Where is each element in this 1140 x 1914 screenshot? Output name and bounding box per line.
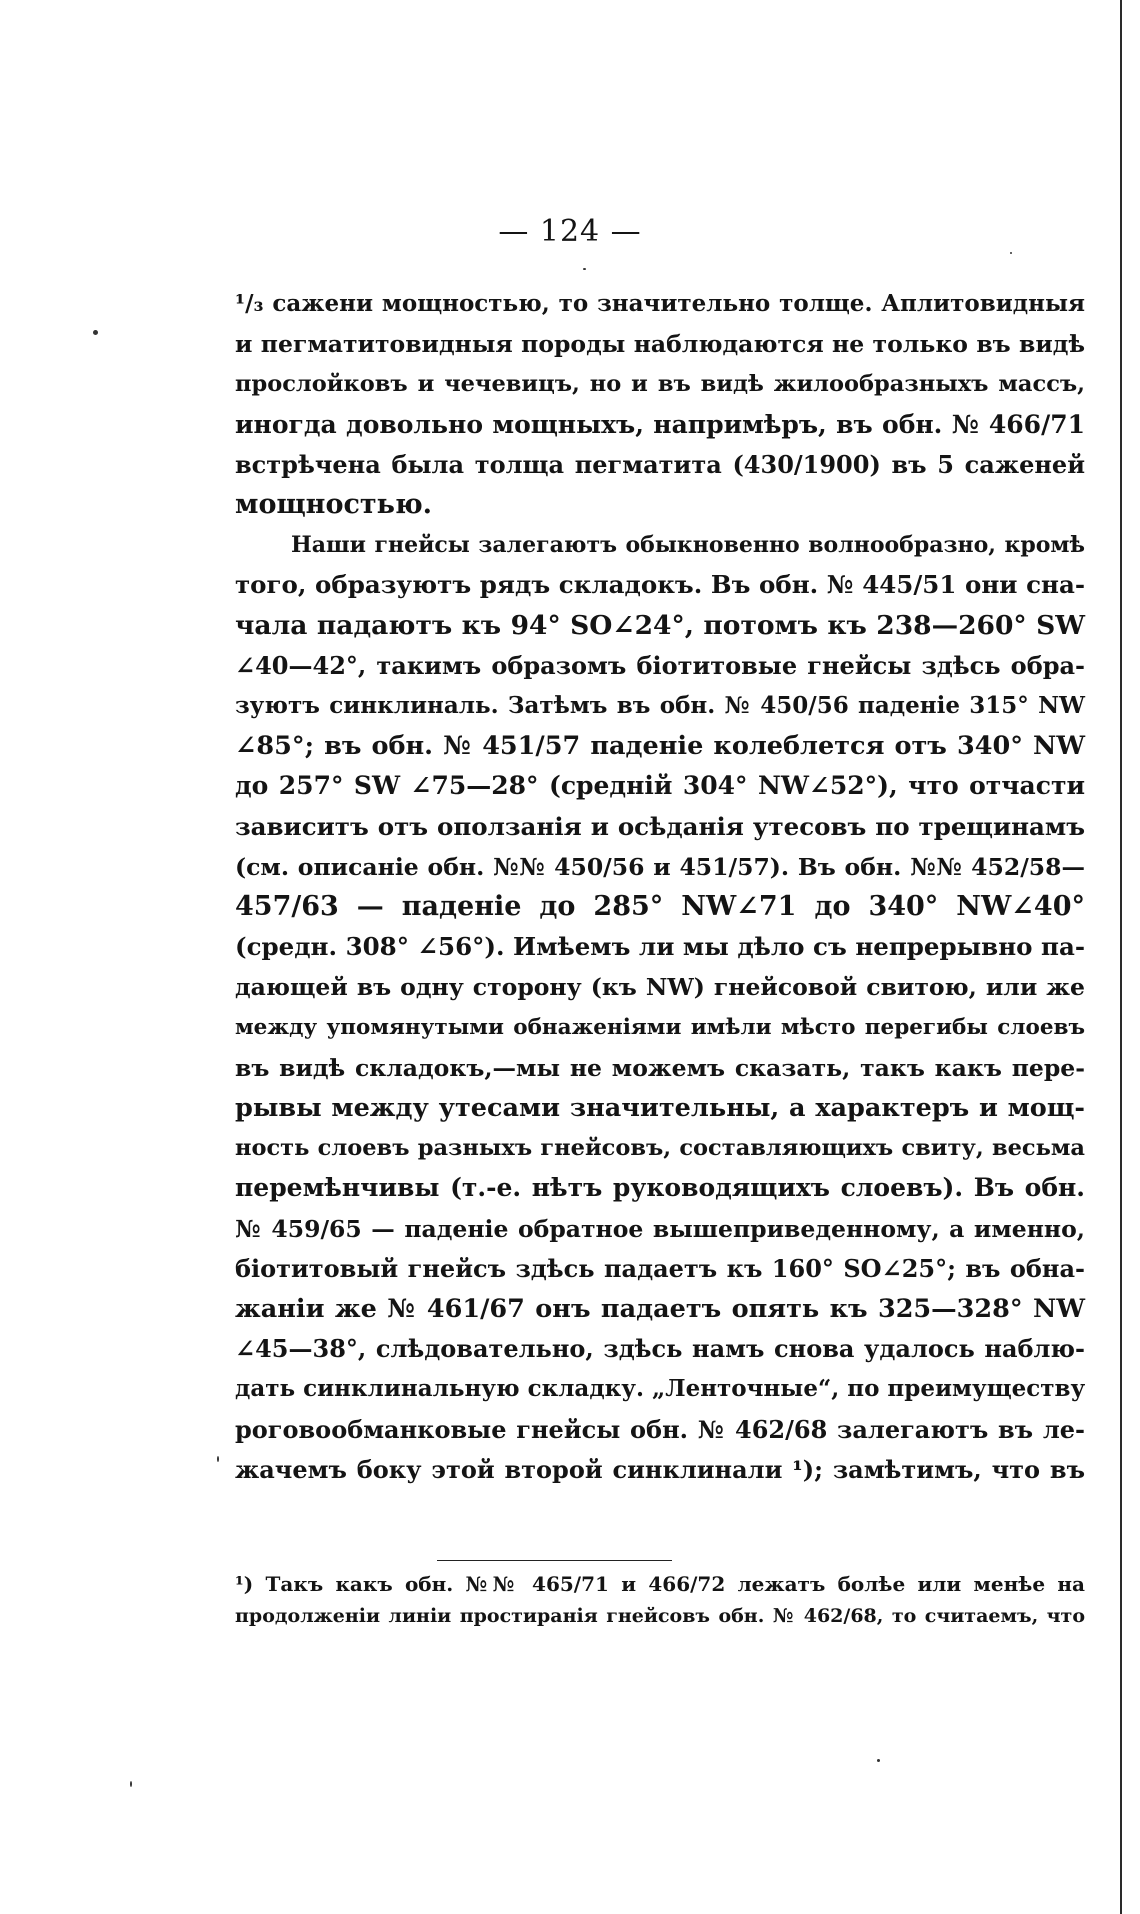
footnote-line: продолженіи линіи простиранія гнейсовъ обн. № 462/68, то считаемъ, что — [235, 1605, 1085, 1627]
text-line: дать синклинальную складку. „Ленточные“, по преимуществу — [235, 1375, 1086, 1403]
text-line: роговообманковые гнейсы обн. № 462/68 залегаютъ въ ле- — [235, 1414, 1085, 1444]
scan-speck — [217, 1456, 219, 1462]
page-number: — 124 — — [498, 214, 642, 249]
text-line: между упомянутыми обнаженіями имѣли мѣсто перегибы слоевъ — [235, 1014, 1085, 1040]
text-line: мощностью. — [235, 489, 433, 521]
scan-speck — [1010, 252, 1012, 254]
scan-speck — [583, 268, 586, 270]
text-line: ность слоевъ разныхъ гнейсовъ, составляющихъ свиту, весьма — [235, 1135, 1085, 1162]
text-line: ∠45—38°, слѣдовательно, здѣсь намъ снова удалось наблю- — [235, 1334, 1085, 1364]
text-line: жаніи же № 461/67 онъ падаетъ опять къ 325—328° NW — [235, 1294, 1085, 1325]
footnote-divider — [437, 1560, 672, 1561]
text-line: иногда довольно мощныхъ, напримѣръ, въ обн. № 466/71 — [235, 409, 1085, 439]
text-line: ∠85°; въ обн. № 451/57 паденіе колеблется отъ 340° NW — [235, 731, 1085, 762]
text-line: перемѣнчивы (т.-е. нѣтъ руководящихъ слоевъ). Въ обн. — [235, 1173, 1085, 1203]
text-line: того, образуютъ рядъ складокъ. Въ обн. № 445/51 они сна- — [235, 570, 1085, 600]
text-line: встрѣчена была толща пегматита (430/1900) въ 5 саженей — [235, 449, 1085, 479]
paragraph-2 — [235, 525, 1085, 1490]
text-line: (см. описаніе обн. №№ 450/56 и 451/57). Въ обн. №№ 452/58— — [235, 852, 1085, 881]
paragraph-1 — [235, 284, 1085, 525]
text-line: зависитъ отъ оползанія и осѣданія утесовъ по трещинамъ — [235, 811, 1085, 841]
text-line: № 459/65 — паденіе обратное вышеприведенному, а именно, — [235, 1214, 1085, 1243]
text-line: жачемъ боку этой второй синклинали ¹); замѣтимъ, что въ — [235, 1454, 1085, 1484]
footnote — [235, 1568, 1085, 1632]
text-line: въ видѣ складокъ,—мы не можемъ сказать, такъ какъ пере- — [235, 1053, 1085, 1082]
text-line: зуютъ синклиналь. Затѣмъ въ обн. № 450/56 паденіе 315° NW — [235, 692, 1085, 720]
body-text — [235, 284, 1085, 1490]
text-line: прослойковъ и чечевицъ, но и въ видѣ жилообразныхъ массъ, — [235, 371, 1085, 398]
text-line: Наши гнейсы залегаютъ обыкновенно волнообразно, кромѣ — [291, 532, 1085, 559]
text-line: и пегматитовидныя породы наблюдаются не только въ видѣ — [235, 330, 1085, 359]
scan-speck — [130, 1781, 132, 1787]
text-line: дающей въ одну сторону (къ NW) гнейсовой свитою, или же — [235, 973, 1085, 1002]
footnote-line: ¹) Такъ какъ обн. №№ 465/71 и 466/72 лежатъ болѣе или менѣе на — [235, 1572, 1085, 1596]
text-line: 457/63 — паденіе до 285° NW∠71 до 340° NW∠40° — [235, 891, 1085, 923]
text-line: (средн. 308° ∠56°). Имѣемъ ли мы дѣло съ непрерывно па- — [235, 932, 1085, 962]
scan-speck — [877, 1759, 880, 1762]
page-edge-line — [1120, 0, 1122, 1914]
scan-speck — [93, 330, 98, 335]
text-line: чала падаютъ къ 94° SO∠24°, потомъ къ 238—260° SW — [235, 609, 1085, 641]
text-line: біотитовый гнейсъ здѣсь падаетъ къ 160° SO∠25°; въ обна- — [235, 1253, 1085, 1283]
text-line: рывы между утесами значительны, а характеръ и мощ- — [235, 1093, 1085, 1124]
text-line: ∠40—42°, такимъ образомъ біотитовые гнейсы здѣсь обра- — [235, 650, 1085, 680]
text-line: до 257° SW ∠75—28° (средній 304° NW∠52°), что отчасти — [235, 771, 1085, 801]
text-line: ¹/₃ сажени мощностью, то значительно толще. Аплитовидныя — [235, 290, 1085, 317]
